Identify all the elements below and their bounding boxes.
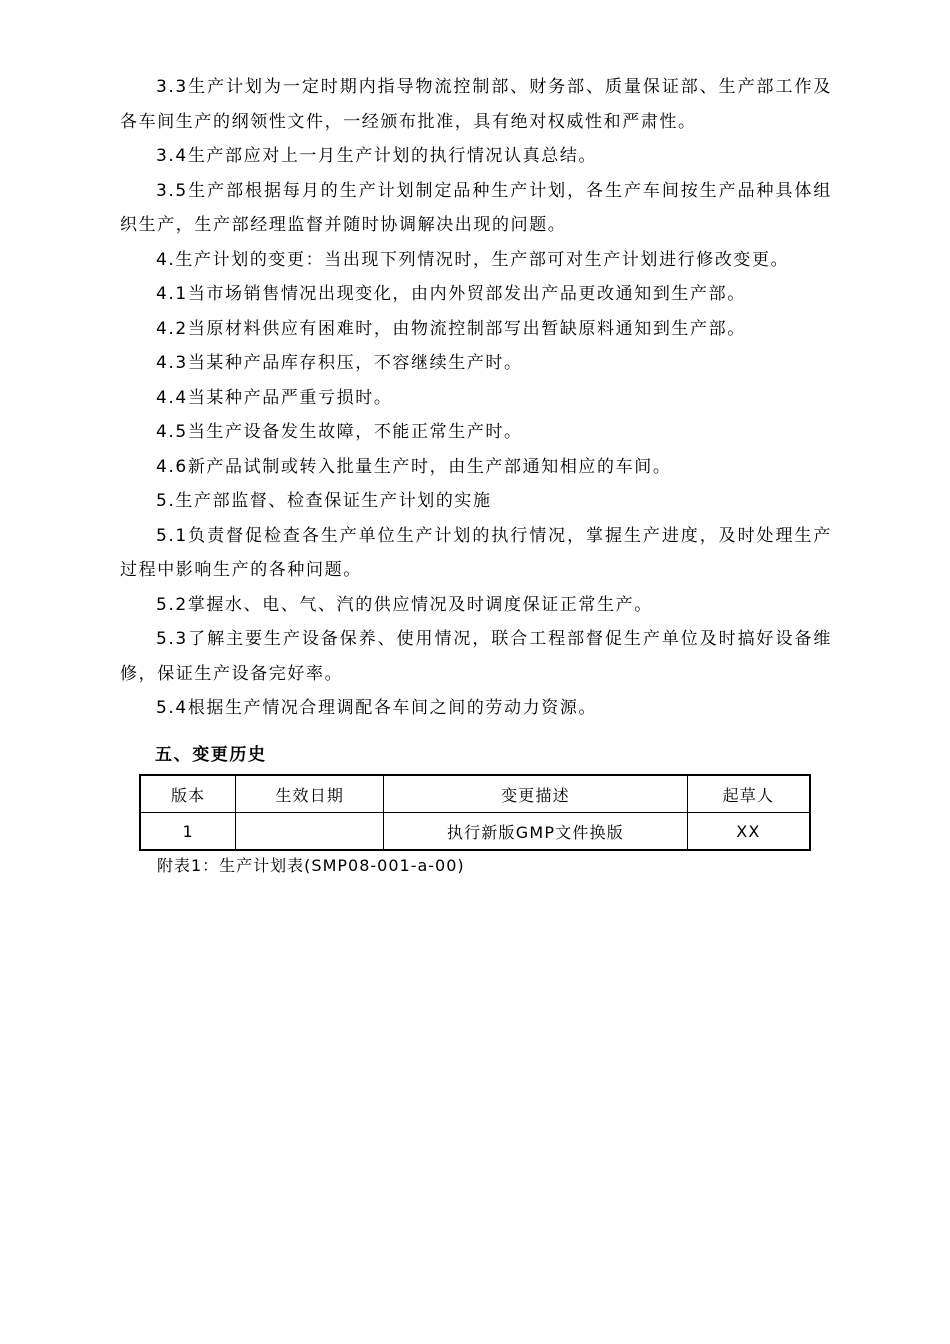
paragraph-4-5: 4.5当生产设备发生故障，不能正常生产时。	[156, 422, 523, 442]
paragraph-5-1: 5.1负责督促检查各生产单位生产计划的执行情况，掌握生产进度，及时处理生产过程中影响生产的各种问题。	[120, 525, 832, 580]
cell-author: XX	[687, 813, 810, 851]
paragraph-4-6: 4.6新产品试制或转入批量生产时，由生产部通知相应的车间。	[156, 456, 672, 477]
paragraph-4-3: 4.3当某种产品库存积压，不容继续生产时。	[156, 353, 523, 373]
paragraph-3-3: 3.3生产计划为一定时期内指导物流控制部、财务部、质量保证部、生产部工作及各车间生产的纲领性文件，一经颁布批准，具有绝对权威性和严肃性。	[120, 77, 832, 132]
paragraph-4: 4.生产计划的变更：当出现下列情况时，生产部可对生产计划进行修改变更。	[156, 249, 790, 270]
paragraph-5: 5.生产部监督、检查保证生产计划的实施	[156, 491, 492, 511]
header-version: 版本	[140, 775, 236, 813]
cell-version: 1	[140, 813, 236, 851]
paragraph-5-2: 5.2掌握水、电、气、汽的供应情况及时调度保证正常生产。	[156, 594, 653, 615]
cell-description: 执行新版GMP文件换版	[384, 813, 688, 851]
header-author: 起草人	[687, 775, 810, 813]
document-body	[120, 70, 832, 726]
paragraph-4-4: 4.4当某种产品严重亏损时。	[156, 387, 393, 408]
paragraph-5-3: 5.3了解主要生产设备保养、使用情况，联合工程部督促生产单位及时搞好设备维修，保证生产设备完好率。	[120, 629, 832, 684]
table-header-row	[140, 775, 810, 813]
table-row	[140, 813, 810, 851]
paragraph-3-5: 3.5生产部根据每月的生产计划制定品种生产计划，各生产车间按生产品种具体组织生产，生产部经理监督并随时协调解决出现的问题。	[120, 180, 832, 235]
paragraph-4-2: 4.2当原材料供应有困难时，由物流控制部写出暂缺原料通知到生产部。	[156, 318, 746, 339]
header-effective-date: 生效日期	[236, 775, 384, 813]
paragraph-5-4: 5.4根据生产情况合理调配各车间之间的劳动力资源。	[156, 698, 598, 718]
change-history-table	[139, 774, 811, 851]
paragraph-3-4: 3.4生产部应对上一月生产计划的执行情况认真总结。	[156, 146, 598, 166]
appendix-reference: 附表1：生产计划表(SMP08-001-a-00)	[157, 856, 465, 875]
paragraph-4-1: 4.1当市场销售情况出现变化，由内外贸部发出产品更改通知到生产部。	[156, 284, 746, 304]
cell-effective-date	[236, 813, 384, 851]
header-description: 变更描述	[384, 775, 688, 813]
change-history-heading: 五、变更历史	[155, 745, 267, 765]
